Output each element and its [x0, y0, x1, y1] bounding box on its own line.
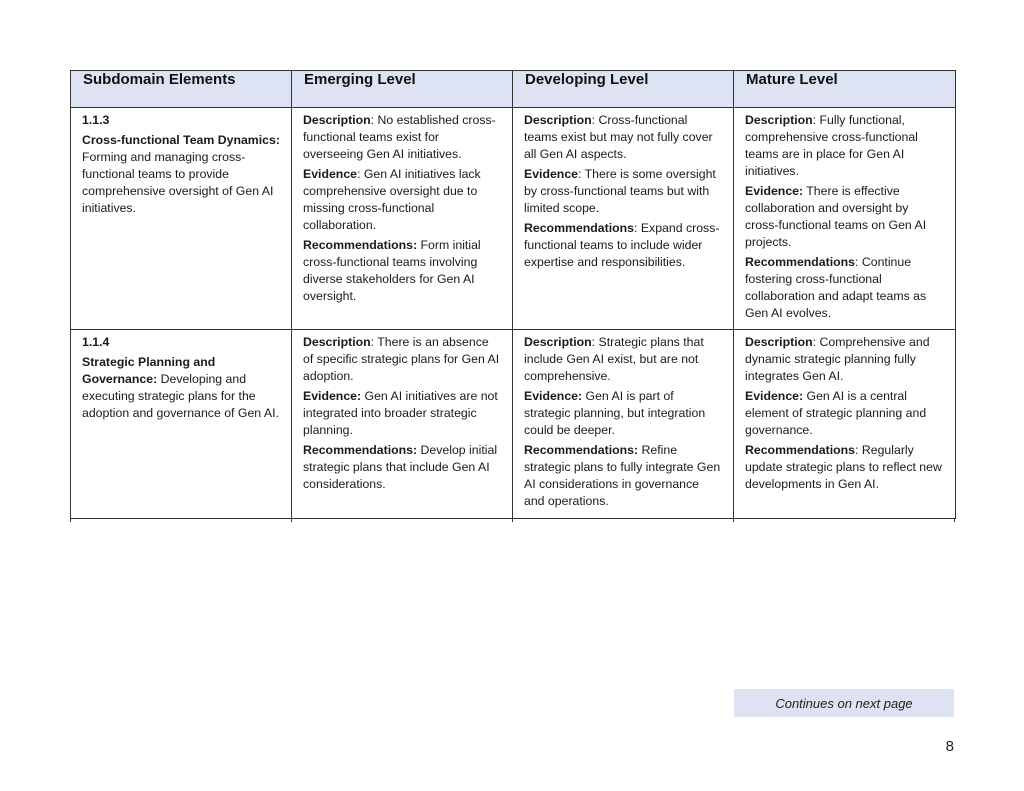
description-text: : No established cross-functional teams exist for overseeing Gen AI initiatives. — [303, 113, 496, 161]
recommendations-paragraph — [745, 254, 944, 322]
evidence-label: Evidence — [524, 167, 578, 181]
description-paragraph — [745, 112, 944, 180]
developing-cell — [513, 330, 734, 519]
table-header-row — [71, 71, 956, 108]
recommendations-paragraph — [303, 237, 501, 305]
description-paragraph — [524, 112, 722, 163]
description-text: : Strategic plans that include Gen AI exist, but are not comprehensive. — [524, 335, 704, 383]
recommendations-label: Recommendations — [745, 443, 856, 457]
description-label: Description — [745, 335, 813, 349]
evidence-text: Gen AI is a central element of strategic planning and governance. — [745, 389, 927, 437]
subdomain-title: Cross-functional Team Dynamics: — [82, 133, 280, 147]
subdomain-code: 1.1.4 — [82, 335, 110, 349]
recommendations-text: Form initial cross-functional teams involving diverse stakeholders for Gen AI oversight. — [303, 238, 481, 303]
evidence-label: Evidence: — [303, 389, 362, 403]
recommendations-paragraph — [524, 220, 722, 271]
subdomain-text — [82, 354, 280, 422]
evidence-paragraph — [524, 166, 722, 217]
mature-cell — [734, 108, 956, 330]
page-number: 8 — [945, 738, 954, 755]
table-row — [71, 108, 956, 330]
emerging-cell — [292, 330, 513, 519]
column-divider — [70, 519, 71, 522]
evidence-paragraph — [745, 183, 944, 251]
subdomain-text — [82, 132, 280, 217]
subdomain-cell — [71, 108, 292, 330]
header-subdomain-elements: Subdomain Elements — [71, 71, 292, 108]
subdomain-title: Strategic Planning and Governance: — [82, 355, 216, 386]
evidence-text: : Gen AI initiatives lack comprehensive oversight due to missing cross-functional collaboration. — [303, 167, 481, 232]
evidence-paragraph — [303, 166, 501, 234]
header-developing-level: Developing Level — [513, 71, 734, 108]
recommendations-text: : Continue fostering cross-functional collaboration and adapt teams as Gen AI evolves. — [745, 255, 927, 320]
subdomain-body: Forming and managing cross-functional teams to provide comprehensive oversight of Gen AI initiatives. — [82, 150, 274, 215]
description-label: Description — [303, 113, 371, 127]
continues-on-next-page-banner: Continues on next page — [734, 689, 954, 717]
evidence-text: Gen AI is part of strategic planning, but integration could be deeper. — [524, 389, 706, 437]
description-label: Description — [745, 113, 813, 127]
recommendations-label: Recommendations — [745, 255, 856, 269]
evidence-label: Evidence: — [745, 184, 804, 198]
column-divider — [512, 519, 513, 522]
table-continuation-stubs — [70, 519, 955, 522]
table-row — [71, 330, 956, 519]
evidence-paragraph — [303, 388, 501, 439]
header-mature-level: Mature Level — [734, 71, 956, 108]
subdomain-body: Developing and executing strategic plans for the adoption and governance of Gen AI. — [82, 372, 279, 420]
recommendations-label: Recommendations: — [303, 238, 418, 252]
recommendations-text: Refine strategic plans to fully integrate Gen AI considerations in governance and operations. — [524, 443, 721, 508]
description-paragraph — [524, 334, 722, 385]
recommendations-label: Recommendations: — [303, 443, 418, 457]
description-text: : Cross-functional teams exist but may not fully cover all Gen AI aspects. — [524, 113, 713, 161]
description-text: : Comprehensive and dynamic strategic planning fully integrates Gen AI. — [745, 335, 930, 383]
evidence-text: : There is some oversight by cross-functional teams but with limited scope. — [524, 167, 716, 215]
column-divider — [291, 519, 292, 522]
recommendations-text: : Expand cross-functional teams to include wider expertise and responsibilities. — [524, 221, 720, 269]
description-label: Description — [303, 335, 371, 349]
evidence-text: There is effective collaboration and oversight by cross-functional teams on Gen AI projects. — [745, 184, 927, 249]
column-divider — [733, 519, 734, 522]
recommendations-paragraph — [303, 442, 501, 493]
evidence-paragraph — [745, 388, 944, 439]
description-label: Description — [524, 113, 592, 127]
header-emerging-level: Emerging Level — [292, 71, 513, 108]
mature-cell — [734, 330, 956, 519]
recommendations-label: Recommendations — [524, 221, 635, 235]
recommendations-text: : Regularly update strategic plans to reflect new developments in Gen AI. — [745, 443, 942, 491]
evidence-label: Evidence — [303, 167, 357, 181]
emerging-cell — [292, 108, 513, 330]
evidence-label: Evidence: — [745, 389, 804, 403]
subdomain-cell — [71, 330, 292, 519]
developing-cell — [513, 108, 734, 330]
evidence-paragraph — [524, 388, 722, 439]
column-divider — [954, 519, 955, 522]
subdomain-code: 1.1.3 — [82, 113, 110, 127]
recommendations-paragraph — [745, 442, 944, 493]
evidence-label: Evidence: — [524, 389, 583, 403]
description-label: Description — [524, 335, 592, 349]
recommendations-label: Recommendations: — [524, 443, 639, 457]
recommendations-paragraph — [524, 442, 722, 510]
description-text: : There is an absence of specific strategic plans for Gen AI adoption. — [303, 335, 500, 383]
evidence-text: Gen AI initiatives are not integrated into broader strategic planning. — [303, 389, 498, 437]
description-text: : Fully functional, comprehensive cross-functional teams are in place for Gen AI initiatives. — [745, 113, 918, 178]
description-paragraph — [303, 112, 501, 163]
maturity-table — [70, 70, 956, 519]
description-paragraph — [745, 334, 944, 385]
description-paragraph — [303, 334, 501, 385]
recommendations-text: Develop initial strategic plans that include Gen AI considerations. — [303, 443, 498, 491]
